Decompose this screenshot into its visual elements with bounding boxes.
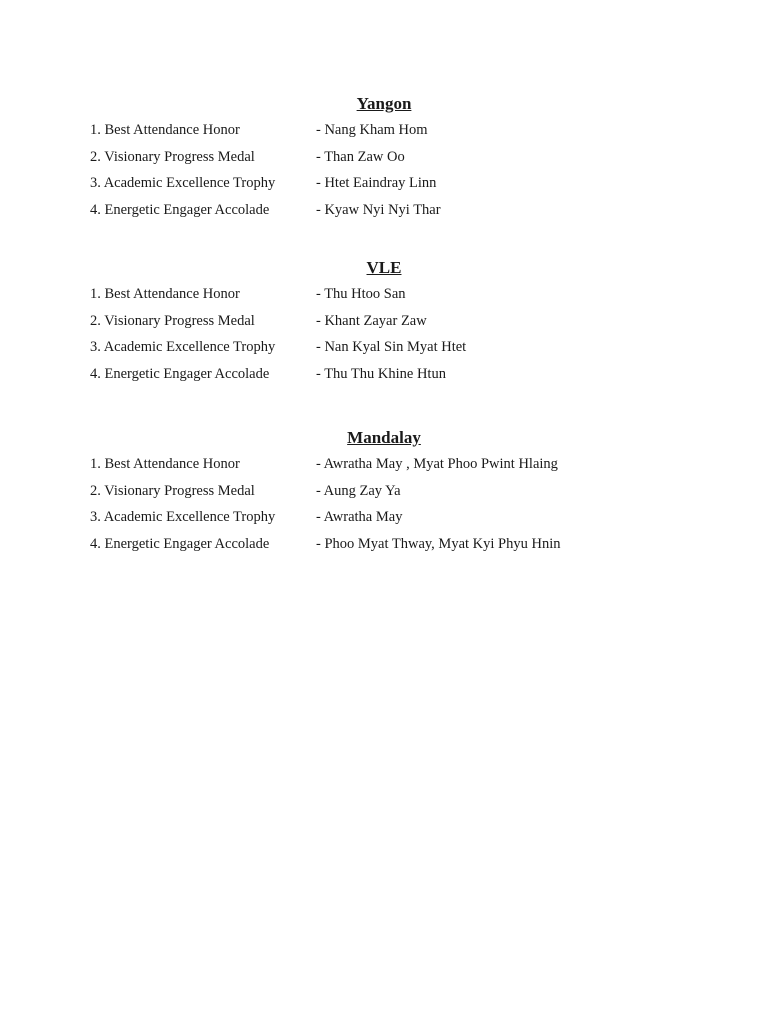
award-row (0, 504, 768, 531)
award-name: 4. Energetic Engager Accolade (90, 202, 270, 219)
award-row (0, 308, 768, 335)
award-winner: - Awratha May , Myat Phoo Pwint Hlaing (316, 456, 558, 472)
award-winner: - Khant Zayar Zaw (316, 312, 427, 329)
award-name: 3. Academic Excellence Trophy (90, 175, 276, 192)
award-winner: - Awratha May (316, 509, 403, 526)
award-row (0, 478, 768, 505)
award-winner: - Phoo Myat Thway, Myat Kyi Phyu Hnin (316, 536, 561, 553)
award-name: 1. Best Attendance Honor (90, 122, 240, 138)
award-winner: - Than Zaw Oo (316, 148, 405, 165)
award-name: 2. Visionary Progress Medal (90, 148, 255, 165)
award-name: 4. Energetic Engager Accolade (90, 536, 270, 553)
award-name: 2. Visionary Progress Medal (90, 312, 255, 329)
award-name: 2. Visionary Progress Medal (90, 482, 255, 499)
section-title: VLE (366, 258, 402, 277)
section-mandalay (0, 425, 768, 558)
award-name: 1. Best Attendance Honor (90, 456, 240, 472)
award-row (0, 531, 768, 558)
section-vle (0, 255, 768, 388)
award-winner: - Nan Kyal Sin Myat Htet (316, 339, 467, 356)
award-row (0, 170, 768, 197)
award-winner: - Htet Eaindray Linn (316, 175, 437, 192)
award-name: 1. Best Attendance Honor (90, 286, 240, 302)
award-row (0, 334, 768, 361)
award-name: 3. Academic Excellence Trophy (90, 509, 276, 526)
award-winner: - Kyaw Nyi Nyi Thar (316, 202, 441, 219)
award-name: 3. Academic Excellence Trophy (90, 339, 276, 356)
section-title: Mandalay (347, 428, 421, 447)
award-row (0, 451, 768, 478)
award-row (0, 197, 768, 224)
section-title: Yangon (356, 94, 412, 113)
award-winner: - Nang Kham Hom (316, 122, 428, 138)
award-row (0, 361, 768, 388)
award-row (0, 117, 768, 144)
award-winner: - Thu Thu Khine Htun (316, 366, 446, 383)
section-yangon (0, 91, 768, 224)
award-winner: - Thu Htoo San (316, 286, 406, 302)
award-winner: - Aung Zay Ya (316, 482, 401, 499)
award-row (0, 281, 768, 308)
award-row (0, 144, 768, 171)
award-name: 4. Energetic Engager Accolade (90, 366, 270, 383)
